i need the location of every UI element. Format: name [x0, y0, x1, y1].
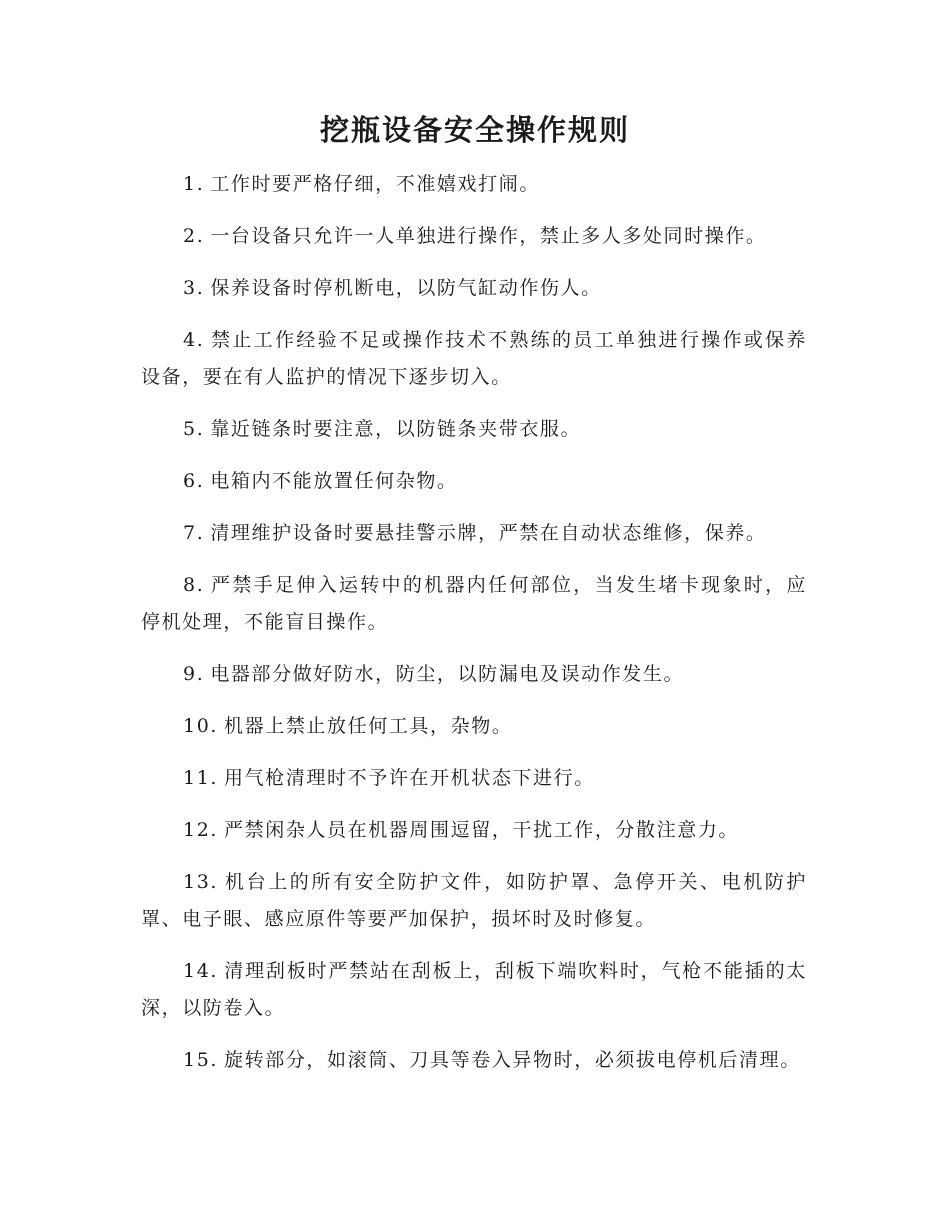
rule-text: 禁止工作经验不足或操作技术不熟练的员工单独进行操作或保养设备，要在有人监护的情况下逐步切入。	[141, 329, 807, 388]
rule-text: 用气枪清理时不予许在开机状态下进行。	[224, 767, 595, 789]
rule-number: 7.	[183, 522, 205, 544]
rule-text: 靠近链条时要注意，以防链条夹带衣服。	[210, 418, 582, 440]
rule-item	[141, 218, 807, 255]
rule-number: 11.	[183, 767, 219, 789]
document-title: 挖瓶设备安全操作规则	[319, 113, 630, 147]
rule-number: 12.	[183, 819, 219, 841]
rule-text: 机器上禁止放任何工具，杂物。	[224, 715, 513, 737]
rule-item	[141, 953, 807, 1027]
rule-item	[141, 812, 807, 849]
rule-item	[141, 411, 807, 448]
rule-number: 6.	[183, 470, 205, 492]
rule-number: 8.	[183, 574, 205, 596]
rules-list	[141, 166, 807, 1094]
rule-text: 电器部分做好防水，防尘，以防漏电及误动作发生。	[210, 663, 685, 685]
rule-text: 旋转部分，如滚筒、刀具等卷入异物时，必须拔电停机后清理。	[224, 1049, 801, 1071]
rule-text: 清理刮板时严禁站在刮板上，刮板下端吹料时，气枪不能插的太深，以防卷入。	[141, 960, 807, 1019]
rule-item	[141, 760, 807, 797]
rule-item	[141, 656, 807, 693]
rule-number: 14.	[183, 960, 219, 982]
rule-text: 电箱内不能放置任何杂物。	[210, 470, 458, 492]
rule-number: 10.	[183, 715, 219, 737]
rule-number: 4.	[183, 329, 205, 351]
rule-text: 严禁闲杂人员在机器周围逗留，干扰工作，分散注意力。	[224, 819, 740, 841]
rule-number: 13.	[183, 871, 219, 893]
rule-text: 保养设备时停机断电，以防气缸动作伤人。	[210, 277, 602, 299]
rule-number: 9.	[183, 663, 205, 685]
rule-item	[141, 567, 807, 641]
rule-text: 机台上的所有安全防护文件，如防护罩、急停开关、电机防护罩、电子眼、感应原件等要严加保护，损坏时及时修复。	[141, 871, 807, 930]
rule-item	[141, 270, 807, 307]
rule-item	[141, 322, 807, 396]
rule-number: 2.	[183, 225, 205, 247]
rule-number: 1.	[183, 173, 205, 195]
rule-text: 一台设备只允许一人单独进行操作，禁止多人多处同时操作。	[210, 225, 767, 247]
rule-item	[141, 864, 807, 938]
rule-item	[141, 515, 807, 552]
rule-number: 3.	[183, 277, 205, 299]
rule-number: 5.	[183, 418, 205, 440]
rule-item	[141, 166, 807, 203]
rule-text: 工作时要严格仔细，不准嬉戏打闹。	[210, 173, 540, 195]
rule-item	[141, 463, 807, 500]
rule-item	[141, 1042, 807, 1079]
rule-text: 清理维护设备时要悬挂警示牌，严禁在自动状态维修，保养。	[210, 522, 767, 544]
rule-item	[141, 708, 807, 745]
rule-text: 严禁手足伸入运转中的机器内任何部位，当发生堵卡现象时，应停机处理，不能盲目操作。	[141, 574, 807, 633]
rule-number: 15.	[183, 1049, 219, 1071]
